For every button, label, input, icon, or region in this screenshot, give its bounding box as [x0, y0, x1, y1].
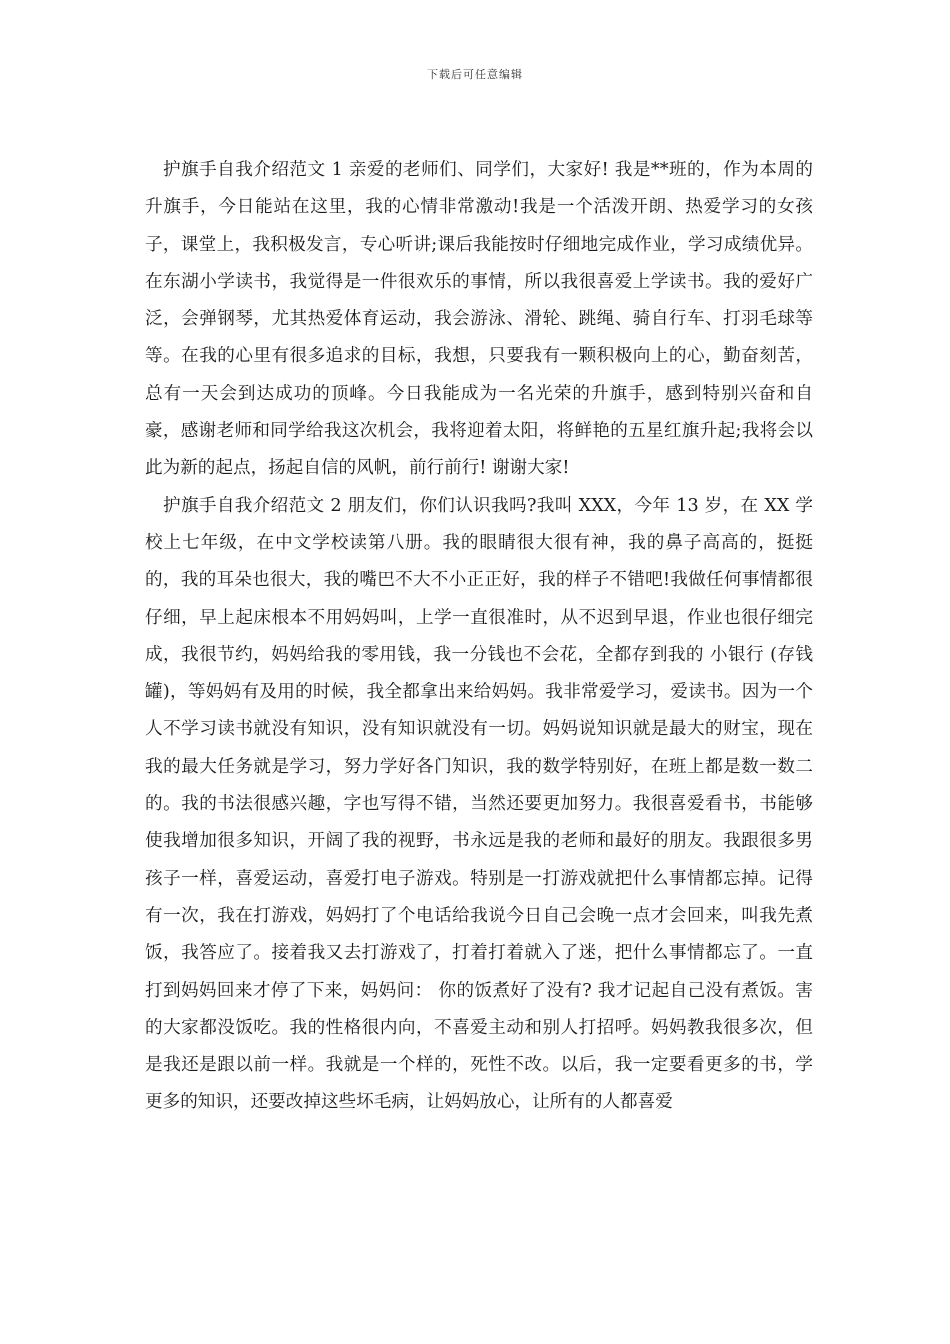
paragraph-2: 护旗手自我介绍范文 2 朋友们，你们认识我吗?我叫 XXX，今年 13 岁，在 XX 学校上七年级，在中文学校读第八册。我的眼睛很大很有神，我的鼻子高高的，挺挺的，我的耳朵也很大，我的嘴巴不大不小正正好，我的样子不错吧!我做任何事情都很仔细，早上起床根本不用妈妈叫，上学一直很准时，从不迟到早退，作业也很仔细完成，我很节约，妈妈给我的零用钱，我一分钱也不会花，全都存到我的 小银行 (存钱罐)，等妈妈有及用的时候，我全都拿出来给妈妈。我非常爱学习，爱读书。因为一个人不学习读书就没有知识，没有知识就没有一切。妈妈说知识就是最大的财宝，现在我的最大任务就是学习，努力学好各门知识，我的数学特别好，在班上都是数一数二的。我的书法很感兴趣，字也写得不错，当然还要更加努力。我很喜爱看书，书能够使我增加很多知识，开阔了我的视野，书永远是我的老师和最好的朋友。我跟很多男孩子一样，喜爱运动，喜爱打电子游戏。特别是一打游戏就把什么事情都忘掉。记得有一次，我在打游戏，妈妈打了个电话给我说今日自己会晚一点才会回来，叫我先煮饭，我答应了。接着我又去打游戏了，打着打着就入了迷，把什么事情都忘了。一直打到妈妈回来才停了下来，妈妈问： 你的饭煮好了没有? 我才记起自己没有煮饭。害的大家都没饭吃。我的性格很内向，不喜爱主动和别人打招呼。妈妈教我很多次，但是我还是跟以前一样。我就是一个样的，死性不改。以后，我一定要看更多的书，学更多的知识，还要改掉这些坏毛病，让妈妈放心，让所有的人都喜爱	[145, 495, 813, 1113]
header-note: 下载后可任意编辑	[427, 68, 523, 81]
document-body	[145, 152, 813, 1122]
paragraph-1: 护旗手自我介绍范文 1 亲爱的老师们、同学们，大家好! 我是**班的，作为本周的升旗手，今日能站在这里，我的心情非常激动!我是一个活泼开朗、热爱学习的女孩子，课堂上，我积极发言，专心听讲;课后我能按时仔细地完成作业，学习成绩优异。在东湖小学读书，我觉得是一件很欢乐的事情，所以我很喜爱上学读书。我的爱好广泛，会弹钢琴，尤其热爱体育运动，我会游泳、滑轮、跳绳、骑自行车、打羽毛球等等。在我的心里有很多追求的目标，我想，只要我有一颗积极向上的心，勤奋刻苦，总有一天会到达成功的顶峰。今日我能成为一名光荣的升旗手，感到特别兴奋和自豪，感谢老师和同学给我这次机会，我将迎着太阳，将鲜艳的五星红旗升起;我将会以此为新的起点，扬起自信的风帆，前行前行! 谢谢大家!	[145, 160, 813, 479]
